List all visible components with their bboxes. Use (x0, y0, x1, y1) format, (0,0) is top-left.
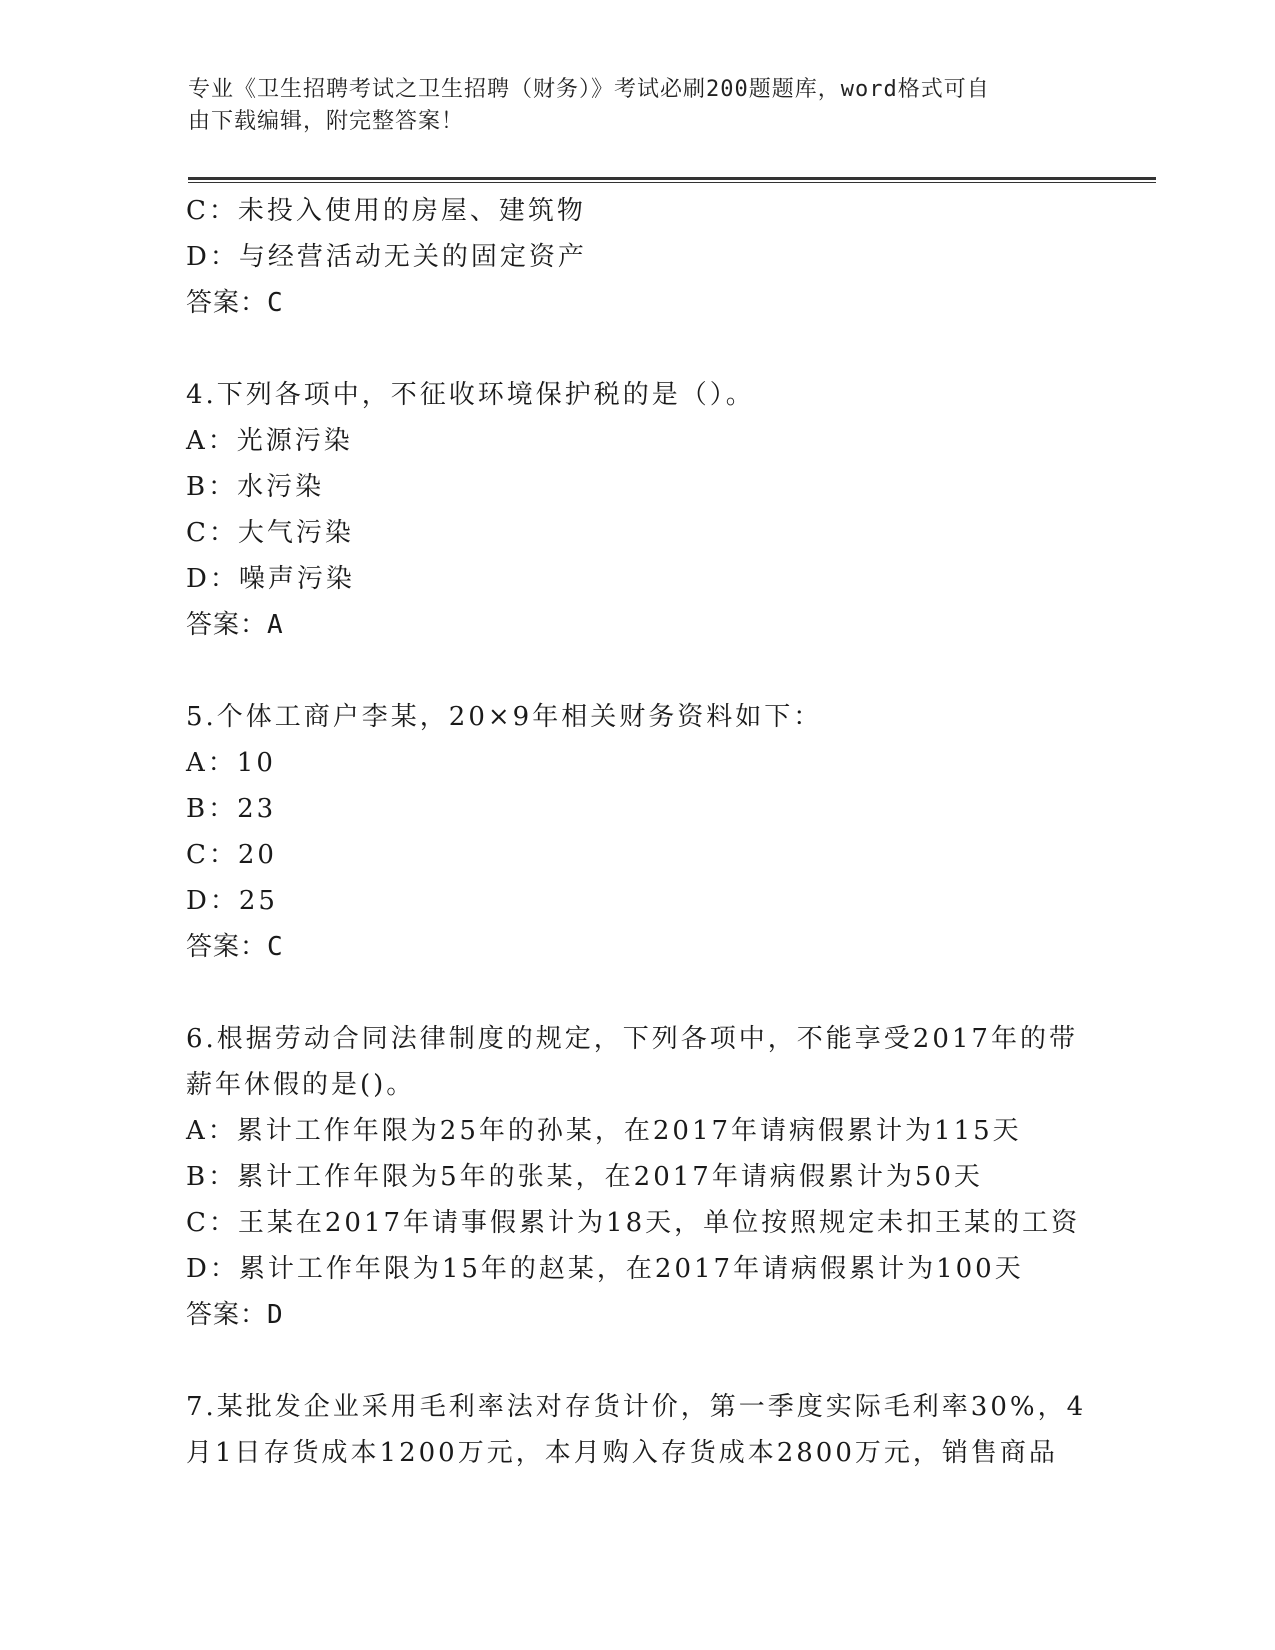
spacer (186, 326, 1086, 372)
header-line-2: 由下载编辑，附完整答案！ (188, 109, 465, 134)
option-d: D：25 (186, 886, 278, 916)
option-b: B：累计工作年限为5年的张某，在2017年请病假累计为50天 (186, 1162, 983, 1192)
document-header (188, 74, 1068, 138)
question-stem: 4.下列各项中，不征收环境保护税的是（）。 (186, 380, 755, 410)
question-6 (186, 1016, 1086, 1338)
answer: 答案：D (186, 1300, 284, 1330)
option-b: B：水污染 (186, 472, 325, 502)
question-stem-line-2: 薪年休假的是()。 (186, 1070, 416, 1100)
spacer (186, 648, 1086, 694)
question-5 (186, 694, 1086, 970)
option-c: C：未投入使用的房屋、建筑物 (186, 196, 586, 226)
question-stem-line-1: 6.根据劳动合同法律制度的规定，下列各项中，不能享受2017年的带 (186, 1024, 1078, 1054)
question-4 (186, 372, 1086, 648)
header-line-1: 专业《卫生招聘考试之卫生招聘（财务）》考试必刷200题题库，word格式可自 (188, 77, 990, 102)
question-stem: 5.个体工商户李某，20×9年相关财务资料如下： (186, 702, 823, 732)
answer: 答案：C (186, 932, 284, 962)
option-a: A：10 (186, 748, 276, 778)
option-a: A：光源污染 (186, 426, 353, 456)
header-divider-thin (188, 182, 1156, 183)
spacer (186, 1338, 1086, 1384)
option-d: D：噪声污染 (186, 564, 355, 594)
option-c: C：20 (186, 840, 277, 870)
option-c: C：王某在2017年请事假累计为18天，单位按照规定未扣王某的工资 (186, 1208, 1081, 1238)
answer: 答案：C (186, 288, 284, 318)
spacer (186, 970, 1086, 1016)
option-a: A：累计工作年限为25年的孙某，在2017年请病假累计为115天 (186, 1116, 1022, 1146)
option-d: D：与经营活动无关的固定资产 (186, 242, 587, 272)
header-divider-thick (188, 177, 1156, 180)
question-3-tail (186, 188, 1086, 326)
answer: 答案：A (186, 610, 284, 640)
option-b: B：23 (186, 794, 277, 824)
question-list (186, 188, 1086, 1476)
option-c: C：大气污染 (186, 518, 354, 548)
option-d: D：累计工作年限为15年的赵某，在2017年请病假累计为100天 (186, 1254, 1024, 1284)
question-stem-line-2: 月1日存货成本1200万元，本月购入存货成本2800万元，销售商品 (186, 1438, 1058, 1468)
question-7 (186, 1384, 1086, 1476)
question-stem-line-1: 7.某批发企业采用毛利率法对存货计价，第一季度实际毛利率30%，4 (186, 1392, 1087, 1422)
